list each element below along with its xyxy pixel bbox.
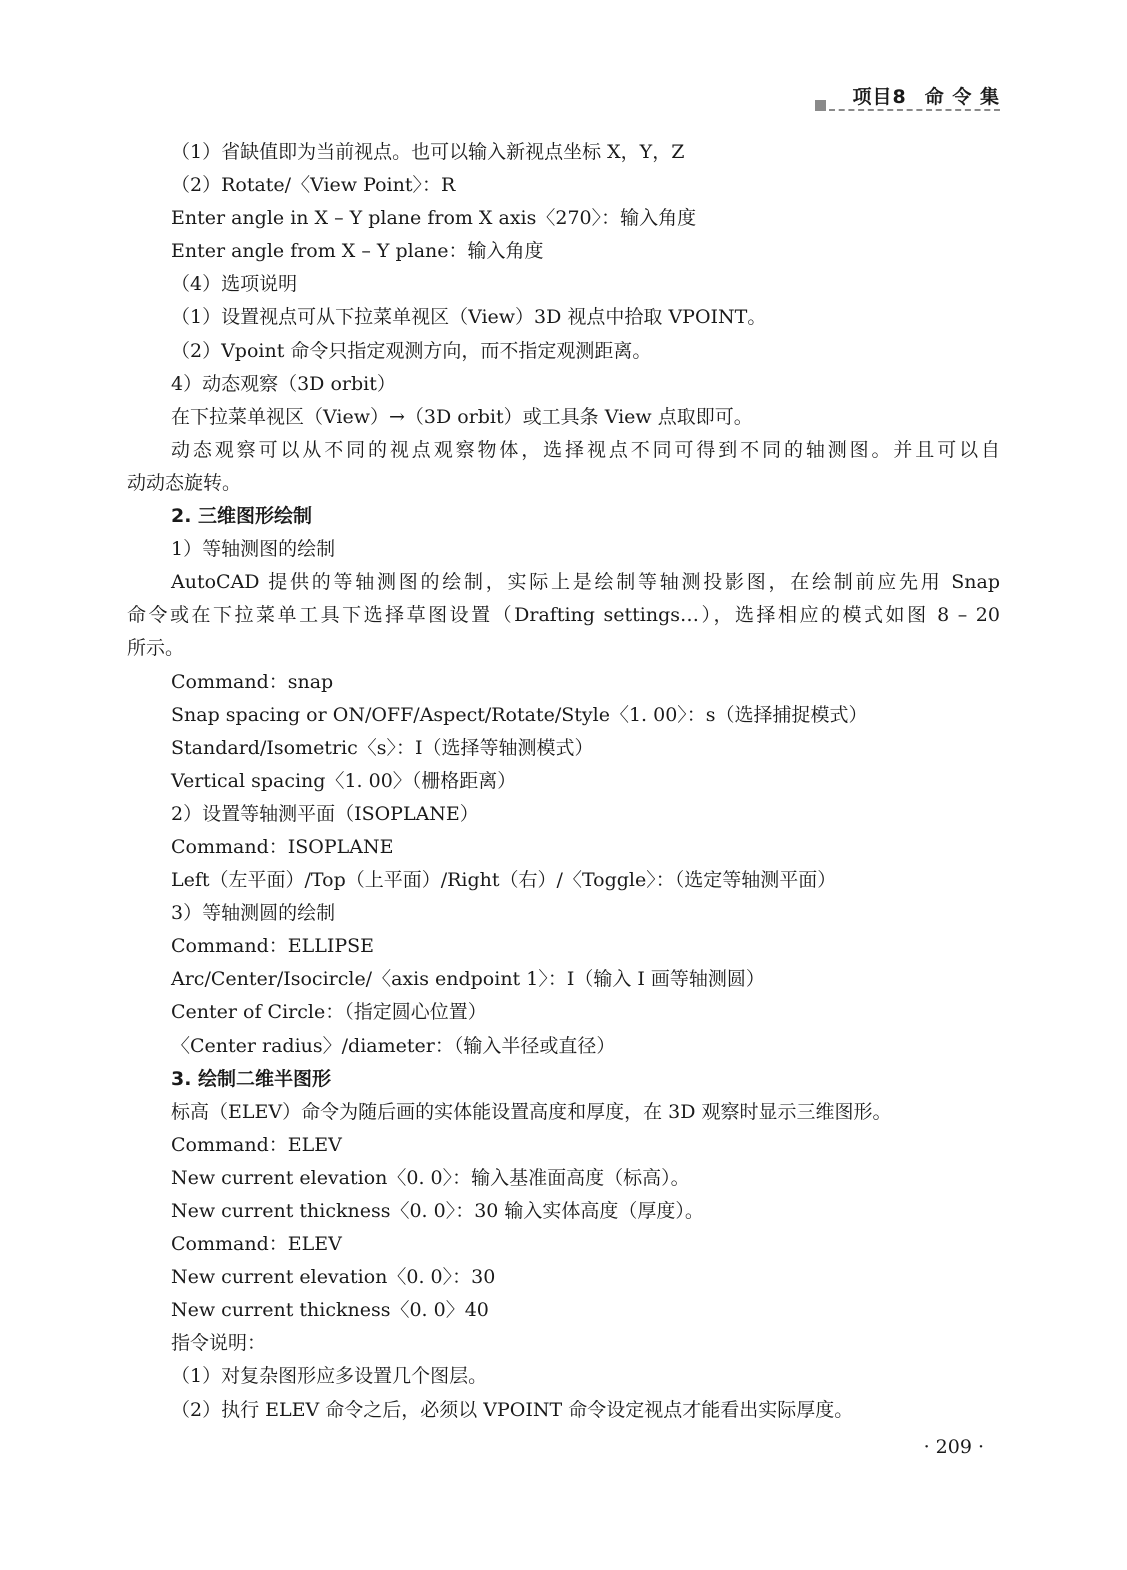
text-line: Snap spacing or ON/OFF/Aspect/Rotate/Style〈1. 00〉：s（选择捕捉模式） [171,703,868,726]
section-heading: 2. 三维图形绘制 [171,505,313,528]
text-line: Arc/Center/Isocircle/〈axis endpoint 1〉：I（输入 I 画等轴测圆） [171,968,765,991]
text-line: （4）选项说明 [171,273,298,296]
text-line: 1）等轴测图的绘制 [171,538,336,561]
text-line: 4）动态观察（3D orbit） [171,372,396,395]
text-line: Command：ELEV [171,1133,342,1156]
header-rule [815,100,1000,112]
text-line: （1）省缺值即为当前视点。也可以输入新视点坐标 X，Y，Z [171,141,685,163]
text-line: 动动态旋转。 [127,471,242,494]
text-line: 命令或在下拉菜单工具下选择草图设置（Drafting settings…），选择相应的模式如图 8 – 20 [127,604,1000,627]
text-line: 所示。 [127,637,185,660]
text-line: （2）执行 ELEV 命令之后，必须以 VPOINT 命令设定视点才能看出实际厚度。 [171,1398,854,1421]
header-dashed-line [829,109,1000,111]
text-line: 指令说明： [171,1332,267,1355]
chapter-title: 命 令 集 [924,86,1000,108]
text-line: Center of Circle：（指定圆心位置） [171,1001,487,1024]
text-line: Command：snap [171,670,334,693]
text-line: New current elevation〈0. 0〉：输入基准面高度（标高）。 [171,1166,690,1189]
chapter-label: 项目8 [852,86,907,108]
text-line: AutoCAD 提供的等轴测图的绘制，实际上是绘制等轴测投影图，在绘制前应先用 Snap [171,571,1000,594]
text-line: 〈Center radius〉/diameter：（输入半径或直径） [171,1034,616,1057]
text-line: New current thickness〈0. 0〉40 [171,1299,489,1322]
text-line: Enter angle from X – Y plane：输入角度 [171,240,544,263]
text-line: （1）对复杂图形应多设置几个图层。 [171,1365,488,1388]
text-line: （2）Vpoint 命令只指定观测方向，而不指定观测距离。 [171,339,652,362]
text-line: （2）Rotate/〈View Point〉：R [171,174,456,197]
section-heading: 3. 绘制二维半图形 [171,1067,332,1090]
text-line: Standard/Isometric〈s〉：I（选择等轴测模式） [171,736,594,759]
text-line: 在下拉菜单视区（View）→（3D orbit）或工具条 View 点取即可。 [171,405,753,428]
text-line: 动态观察可以从不同的视点观察物体，选择视点不同可得到不同的轴测图。并且可以自 [171,438,1000,461]
text-line: New current elevation〈0. 0〉：30 [171,1266,496,1289]
header-marker-block [815,100,826,111]
text-line: Left（左平面）/Top（上平面）/Right（右）/〈Toggle〉：（选定等轴测平面） [171,869,837,892]
text-line: 3）等轴测圆的绘制 [171,902,336,925]
text-line: Command：ELLIPSE [171,935,375,958]
text-line: （1）设置视点可从下拉菜单视区（View）3D 视点中拾取 VPOINT。 [171,306,767,329]
text-line: Command：ELEV [171,1233,342,1256]
page-body [127,136,1000,1427]
text-line: 2）设置等轴测平面（ISOPLANE） [171,802,479,825]
page-number: · 209 · [923,1436,984,1458]
text-line: Command：ISOPLANE [171,835,394,858]
text-line: New current thickness〈0. 0〉：30 输入实体高度（厚度）。 [171,1200,704,1222]
text-line: Enter angle in X – Y plane from X axis〈270〉：输入角度 [171,207,697,230]
text-line: Vertical spacing〈1. 00〉（栅格距离） [171,769,517,792]
text-line: 标高（ELEV）命令为随后画的实体能设置高度和厚度，在 3D 观察时显示三维图形。 [171,1100,892,1123]
